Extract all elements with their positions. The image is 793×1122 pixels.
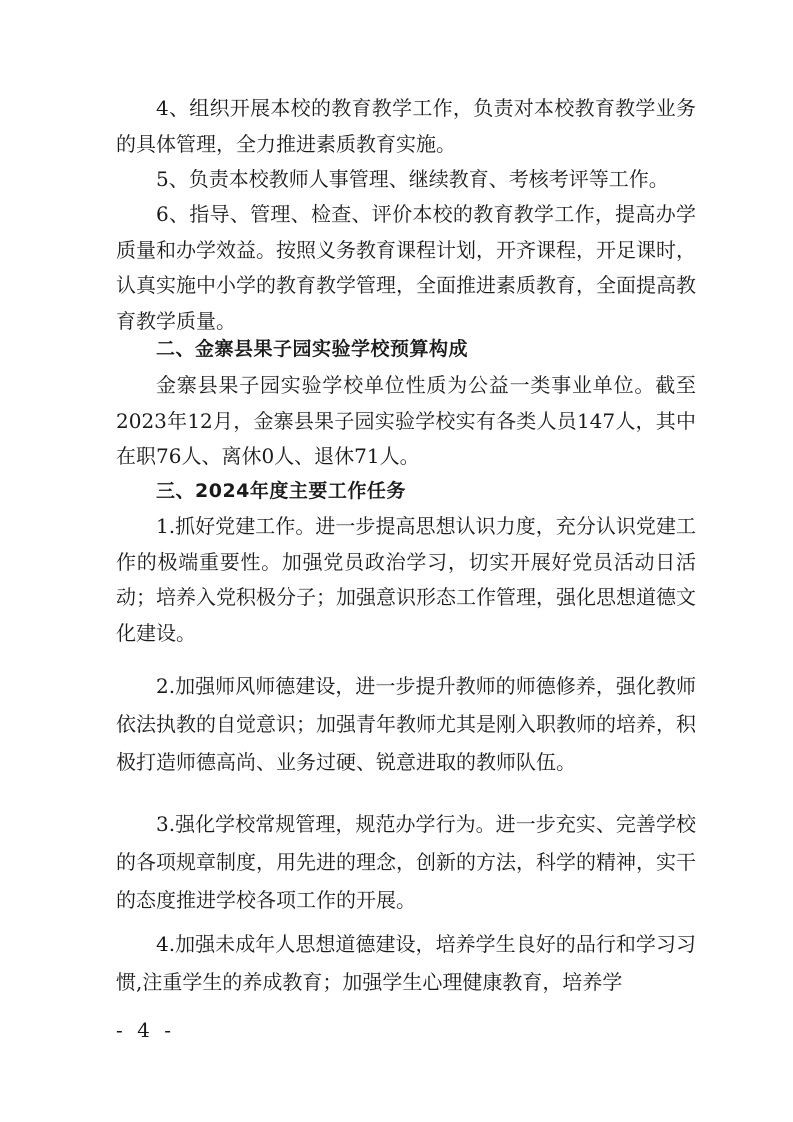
task-paragraph-4: 4.加强未成年人思想道德建设，培养学生良好的品行和学习习惯,注重学生的养成教育；加强学生心理健康教育，培养学: [116, 932, 696, 994]
page-number: - 4 -: [116, 1018, 175, 1042]
duty-paragraph-6: 6、指导、管理、检查、评价本校的教育教学工作，提高办学质量和办学效益。按照义务教育课程计划，开齐课程，开足课时，认真实施中小学的教育教学管理，全面推进素质教育，全面提高教育教学质量。: [116, 202, 696, 333]
task-paragraph-2: 2.加强师风师德建设，进一步提升教师的师德修养，强化教师依法执教的自觉意识；加强青年教师尤其是刚入职教师的培养，积极打造师德高尚、业务过硬、锐意进取的教师队伍。: [116, 674, 696, 774]
task-paragraph-3: 3.强化学校常规管理，规范办学行为。进一步充实、完善学校的各项规章制度，用先进的理念，创新的方法，科学的精神，实干的态度推进学校各项工作的开展。: [116, 812, 696, 912]
budget-paragraph: 金寨县果子园实验学校单位性质为公益一类事业单位。截至2023年12月，金寨县果子园实验学校实有各类人员147人，其中在职76人、离休0人、退休71人。: [116, 373, 696, 468]
duty-paragraph-5: 5、负责本校教师人事管理、继续教育、考核考评等工作。: [156, 167, 669, 191]
section-heading-budget: 二、金寨县果子园实验学校预算构成: [156, 338, 469, 360]
task-paragraph-1: 1.抓好党建工作。进一步提高思想认识力度，充分认识党建工作的极端重要性。加强党员政治学习，切实开展好党员活动日活动；培养入党积极分子；加强意识形态工作管理，强化思想道德文化建设。: [116, 514, 696, 645]
section-heading-tasks: 三、2024年度主要工作任务: [156, 480, 406, 502]
duty-paragraph-4: 4、组织开展本校的教育教学工作，负责对本校教育教学业务的具体管理，全力推进素质教育实施。: [116, 96, 696, 156]
